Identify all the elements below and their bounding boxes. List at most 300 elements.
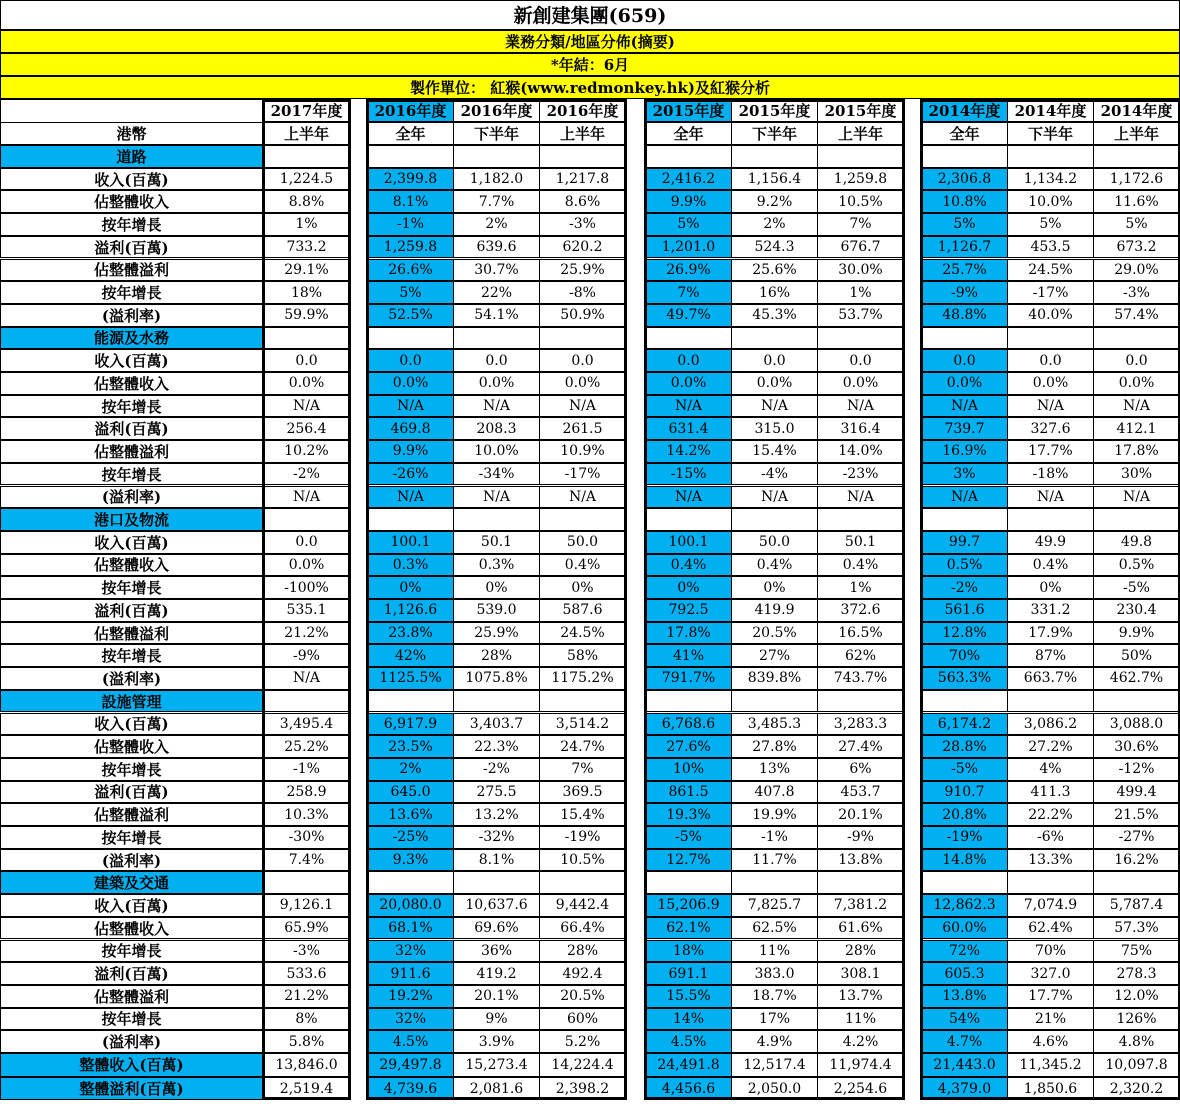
- column-period-header: 全年: [921, 122, 1008, 145]
- data-cell: 1,126.6: [367, 599, 454, 622]
- data-cell: 9.9%: [1093, 622, 1180, 645]
- data-cell: -100%: [263, 576, 350, 599]
- data-cell: 308.1: [817, 962, 904, 985]
- data-cell: 0.0%: [1007, 372, 1094, 395]
- data-cell: -12%: [1093, 758, 1180, 781]
- total-cell: 2,081.6: [453, 1077, 540, 1101]
- data-cell: 68.1%: [367, 917, 454, 940]
- section-header: 道路: [0, 145, 263, 168]
- data-cell: N/A: [539, 395, 626, 418]
- data-cell: 663.7%: [1007, 667, 1094, 690]
- total-cell: 4,739.6: [367, 1077, 454, 1101]
- data-cell: 1175.2%: [539, 667, 626, 690]
- data-cell: 30%: [1093, 463, 1180, 486]
- data-cell: 12.7%: [645, 849, 732, 872]
- data-cell: 3,086.2: [1007, 713, 1094, 736]
- data-cell: 1075.8%: [453, 667, 540, 690]
- data-cell: 739.7: [921, 417, 1008, 440]
- row-label: 佔整體收入: [0, 554, 263, 577]
- data-cell: 19.9%: [731, 803, 818, 826]
- column-period-header: 上半年: [539, 122, 626, 145]
- data-cell: 673.2: [1093, 236, 1180, 259]
- data-cell: 605.3: [921, 962, 1008, 985]
- data-cell: 1,134.2: [1007, 168, 1094, 191]
- data-cell: 331.2: [1007, 599, 1094, 622]
- data-cell: -6%: [1007, 826, 1094, 849]
- data-cell: 278.3: [1093, 962, 1180, 985]
- row-label: (溢利率): [0, 849, 263, 872]
- data-cell: 3,514.2: [539, 713, 626, 736]
- data-cell: 87%: [1007, 644, 1094, 667]
- data-cell: 13.2%: [453, 803, 540, 826]
- data-cell: 52.5%: [367, 304, 454, 327]
- section-header-blank: [263, 327, 350, 350]
- data-cell: 7%: [539, 758, 626, 781]
- section-header-blank: [539, 327, 626, 350]
- section-header-blank: [453, 508, 540, 531]
- data-cell: 676.7: [817, 236, 904, 259]
- data-cell: 372.6: [817, 599, 904, 622]
- column-year-header: 2015年度: [645, 99, 732, 122]
- data-cell: 100.1: [367, 531, 454, 554]
- data-cell: 72%: [921, 940, 1008, 963]
- data-cell: 691.1: [645, 962, 732, 985]
- data-cell: 30.6%: [1093, 735, 1180, 758]
- data-cell: 492.4: [539, 962, 626, 985]
- data-cell: 0.0: [263, 531, 350, 554]
- data-cell: 25.2%: [263, 735, 350, 758]
- total-cell: 10,097.8: [1093, 1053, 1180, 1077]
- data-cell: N/A: [645, 486, 732, 509]
- row-label: 收入(百萬): [0, 894, 263, 917]
- section-header-blank: [921, 690, 1008, 713]
- data-cell: 29.0%: [1093, 259, 1180, 282]
- data-cell: 58%: [539, 644, 626, 667]
- section-header-blank: [921, 871, 1008, 894]
- column-year-header: 2014年度: [921, 99, 1008, 122]
- data-cell: 3%: [921, 463, 1008, 486]
- data-cell: 25.9%: [539, 259, 626, 282]
- data-cell: 17%: [731, 1008, 818, 1031]
- row-label: (溢利率): [0, 1030, 263, 1053]
- data-cell: 0.0: [1007, 349, 1094, 372]
- data-cell: 24.5%: [539, 622, 626, 645]
- data-cell: 9,126.1: [263, 894, 350, 917]
- data-cell: 54%: [921, 1008, 1008, 1031]
- data-cell: 1%: [817, 281, 904, 304]
- data-cell: 5.8%: [263, 1030, 350, 1053]
- data-cell: 0.0: [645, 349, 732, 372]
- page-title: 新創建集團(659): [0, 0, 1180, 30]
- data-cell: 20.5%: [539, 985, 626, 1008]
- data-cell: 28%: [817, 940, 904, 963]
- data-cell: 17.9%: [1007, 622, 1094, 645]
- section-header-blank: [263, 871, 350, 894]
- column-year-header: 2014年度: [1093, 99, 1180, 122]
- data-cell: -27%: [1093, 826, 1180, 849]
- row-label: 佔整體溢利: [0, 259, 263, 282]
- data-cell: 9.2%: [731, 190, 818, 213]
- data-cell: 22.2%: [1007, 803, 1094, 826]
- section-header-blank: [645, 690, 732, 713]
- data-cell: 100.1: [645, 531, 732, 554]
- row-label: 按年增長: [0, 940, 263, 963]
- data-cell: 533.6: [263, 962, 350, 985]
- data-cell: 7,825.7: [731, 894, 818, 917]
- data-cell: N/A: [367, 486, 454, 509]
- data-cell: 0%: [1007, 576, 1094, 599]
- data-cell: 910.7: [921, 781, 1008, 804]
- data-cell: 9.3%: [367, 849, 454, 872]
- data-cell: 7%: [817, 213, 904, 236]
- data-cell: N/A: [1093, 486, 1180, 509]
- data-cell: 24.5%: [1007, 259, 1094, 282]
- data-cell: 3,088.0: [1093, 713, 1180, 736]
- data-cell: 10.5%: [817, 190, 904, 213]
- data-cell: 6,917.9: [367, 713, 454, 736]
- subtitle-producer: 製作單位： 紅猴(www.redmonkey.hk)及紅猴分析: [0, 76, 1180, 99]
- total-cell: 29,497.8: [367, 1053, 454, 1077]
- section-header: 港口及物流: [0, 508, 263, 531]
- total-cell: 2,398.2: [539, 1077, 626, 1101]
- section-header-blank: [1093, 690, 1180, 713]
- data-cell: 0%: [731, 576, 818, 599]
- data-cell: 21.5%: [1093, 803, 1180, 826]
- section-header-blank: [367, 690, 454, 713]
- data-cell: -18%: [1007, 463, 1094, 486]
- row-label: 按年增長: [0, 213, 263, 236]
- data-cell: 230.4: [1093, 599, 1180, 622]
- section-header-blank: [453, 690, 540, 713]
- data-cell: -9%: [921, 281, 1008, 304]
- data-cell: 20.1%: [453, 985, 540, 1008]
- section-header-blank: [731, 690, 818, 713]
- data-cell: 11.6%: [1093, 190, 1180, 213]
- section-header-blank: [263, 690, 350, 713]
- data-cell: 14.8%: [921, 849, 1008, 872]
- data-cell: 0.4%: [1007, 554, 1094, 577]
- data-cell: 14.0%: [817, 440, 904, 463]
- section-header-blank: [1007, 690, 1094, 713]
- data-cell: N/A: [453, 486, 540, 509]
- data-cell: 4.8%: [1093, 1030, 1180, 1053]
- section-header-blank: [1093, 327, 1180, 350]
- data-cell: 13.7%: [817, 985, 904, 1008]
- data-cell: 1,182.0: [453, 168, 540, 191]
- total-cell: 13,846.0: [263, 1053, 350, 1077]
- data-cell: 1%: [817, 576, 904, 599]
- data-cell: 1,259.8: [817, 168, 904, 191]
- data-cell: 40.0%: [1007, 304, 1094, 327]
- data-cell: 861.5: [645, 781, 732, 804]
- data-cell: -2%: [263, 463, 350, 486]
- data-cell: 28%: [453, 644, 540, 667]
- data-cell: 60%: [539, 1008, 626, 1031]
- data-cell: 0.0%: [263, 372, 350, 395]
- section-header-blank: [731, 145, 818, 168]
- section-header-blank: [817, 327, 904, 350]
- data-cell: 15,206.9: [645, 894, 732, 917]
- data-cell: 24.7%: [539, 735, 626, 758]
- data-cell: 27.2%: [1007, 735, 1094, 758]
- data-cell: 11%: [731, 940, 818, 963]
- data-cell: 315.0: [731, 417, 818, 440]
- data-cell: 57.4%: [1093, 304, 1180, 327]
- data-cell: 42%: [367, 644, 454, 667]
- data-cell: 19.2%: [367, 985, 454, 1008]
- row-label: 佔整體收入: [0, 735, 263, 758]
- data-cell: 36%: [453, 940, 540, 963]
- section-header-blank: [263, 145, 350, 168]
- row-label: 溢利(百萬): [0, 417, 263, 440]
- data-cell: -2%: [453, 758, 540, 781]
- data-cell: 28%: [539, 940, 626, 963]
- data-cell: 539.0: [453, 599, 540, 622]
- data-cell: 50.1: [817, 531, 904, 554]
- data-cell: 23.8%: [367, 622, 454, 645]
- column-year-header: 2016年度: [367, 99, 454, 122]
- data-cell: 0.0: [367, 349, 454, 372]
- data-cell: 11%: [817, 1008, 904, 1031]
- data-cell: 10.5%: [539, 849, 626, 872]
- data-cell: -5%: [645, 826, 732, 849]
- data-cell: 22.3%: [453, 735, 540, 758]
- data-cell: 316.4: [817, 417, 904, 440]
- data-cell: 28.8%: [921, 735, 1008, 758]
- data-cell: 0%: [453, 576, 540, 599]
- data-cell: N/A: [645, 395, 732, 418]
- data-cell: 411.3: [1007, 781, 1094, 804]
- total-label: 整體溢利(百萬): [0, 1077, 263, 1101]
- column-year-header: 2015年度: [731, 99, 818, 122]
- data-cell: 0.4%: [817, 554, 904, 577]
- data-cell: 59.9%: [263, 304, 350, 327]
- data-cell: -25%: [367, 826, 454, 849]
- column-period-header: 下半年: [731, 122, 818, 145]
- data-cell: 275.5: [453, 781, 540, 804]
- row-label: 按年增長: [0, 644, 263, 667]
- data-cell: 66.4%: [539, 917, 626, 940]
- row-label: 按年增長: [0, 281, 263, 304]
- data-cell: 620.2: [539, 236, 626, 259]
- data-cell: 631.4: [645, 417, 732, 440]
- data-cell: N/A: [1093, 395, 1180, 418]
- data-cell: -19%: [921, 826, 1008, 849]
- data-cell: 10.2%: [263, 440, 350, 463]
- data-cell: 0.0%: [1093, 372, 1180, 395]
- data-cell: 453.5: [1007, 236, 1094, 259]
- data-cell: 383.0: [731, 962, 818, 985]
- data-cell: 0.0: [453, 349, 540, 372]
- data-cell: 22%: [453, 281, 540, 304]
- data-cell: 0.4%: [645, 554, 732, 577]
- data-cell: 62.1%: [645, 917, 732, 940]
- data-cell: N/A: [921, 395, 1008, 418]
- data-cell: -15%: [645, 463, 732, 486]
- header-blank: [0, 99, 263, 122]
- section-header-blank: [1007, 145, 1094, 168]
- section-header-blank: [921, 145, 1008, 168]
- data-cell: 10.0%: [453, 440, 540, 463]
- data-cell: 563.3%: [921, 667, 1008, 690]
- data-cell: 18.7%: [731, 985, 818, 1008]
- section-header-blank: [731, 871, 818, 894]
- total-label: 整體收入(百萬): [0, 1053, 263, 1077]
- data-cell: 462.7%: [1093, 667, 1180, 690]
- data-cell: 0.0%: [367, 372, 454, 395]
- data-cell: 10.3%: [263, 803, 350, 826]
- data-cell: 20.5%: [731, 622, 818, 645]
- data-cell: 10.8%: [921, 190, 1008, 213]
- row-label: 佔整體溢利: [0, 803, 263, 826]
- data-cell: 1,156.4: [731, 168, 818, 191]
- row-label: 按年增長: [0, 1008, 263, 1031]
- data-cell: 54.1%: [453, 304, 540, 327]
- data-cell: 407.8: [731, 781, 818, 804]
- data-cell: 20,080.0: [367, 894, 454, 917]
- data-cell: 49.9: [1007, 531, 1094, 554]
- data-cell: 14.2%: [645, 440, 732, 463]
- data-cell: -23%: [817, 463, 904, 486]
- data-cell: 6,768.6: [645, 713, 732, 736]
- data-cell: 4%: [1007, 758, 1094, 781]
- data-cell: 62%: [817, 644, 904, 667]
- data-cell: 258.9: [263, 781, 350, 804]
- data-cell: 26.6%: [367, 259, 454, 282]
- data-cell: 0.0: [263, 349, 350, 372]
- data-cell: 25.9%: [453, 622, 540, 645]
- data-cell: 261.5: [539, 417, 626, 440]
- data-cell: 639.6: [453, 236, 540, 259]
- data-cell: 16.5%: [817, 622, 904, 645]
- data-cell: -17%: [539, 463, 626, 486]
- section-header-blank: [367, 508, 454, 531]
- data-cell: 327.0: [1007, 962, 1094, 985]
- row-label: 溢利(百萬): [0, 781, 263, 804]
- data-cell: 75%: [1093, 940, 1180, 963]
- data-cell: -1%: [263, 758, 350, 781]
- data-cell: -8%: [539, 281, 626, 304]
- subtitle-summary: 業務分類/地區分佈(摘要): [0, 30, 1180, 53]
- data-cell: 587.6: [539, 599, 626, 622]
- data-cell: 1,172.6: [1093, 168, 1180, 191]
- data-cell: 6,174.2: [921, 713, 1008, 736]
- data-cell: 18%: [263, 281, 350, 304]
- column-period-header: 下半年: [453, 122, 540, 145]
- data-cell: 0.0%: [539, 372, 626, 395]
- data-cell: 50.0: [731, 531, 818, 554]
- data-cell: N/A: [731, 395, 818, 418]
- data-cell: 65.9%: [263, 917, 350, 940]
- data-cell: 0.0%: [453, 372, 540, 395]
- column-period-header: 下半年: [1007, 122, 1094, 145]
- section-header-blank: [1007, 327, 1094, 350]
- data-cell: 30.0%: [817, 259, 904, 282]
- data-cell: 1%: [263, 213, 350, 236]
- section-header-blank: [731, 508, 818, 531]
- data-cell: 9%: [453, 1008, 540, 1031]
- data-cell: 2,399.8: [367, 168, 454, 191]
- data-cell: 0.0%: [263, 554, 350, 577]
- row-label: 佔整體溢利: [0, 985, 263, 1008]
- data-cell: 8%: [263, 1008, 350, 1031]
- data-cell: 48.8%: [921, 304, 1008, 327]
- data-cell: N/A: [263, 667, 350, 690]
- subtitle-year-end: *年結：6月: [0, 53, 1180, 76]
- data-cell: 13.6%: [367, 803, 454, 826]
- data-cell: N/A: [1007, 486, 1094, 509]
- data-cell: 6%: [817, 758, 904, 781]
- row-label: 按年增長: [0, 576, 263, 599]
- data-cell: 41%: [645, 644, 732, 667]
- section-header-blank: [1007, 871, 1094, 894]
- data-cell: 99.7: [921, 531, 1008, 554]
- data-cell: 8.6%: [539, 190, 626, 213]
- data-cell: 17.7%: [1007, 440, 1094, 463]
- section-header-blank: [645, 871, 732, 894]
- data-cell: 23.5%: [367, 735, 454, 758]
- data-cell: 1,201.0: [645, 236, 732, 259]
- data-cell: 5%: [1007, 213, 1094, 236]
- data-cell: 15.5%: [645, 985, 732, 1008]
- column-period-header: 上半年: [1093, 122, 1180, 145]
- data-cell: 20.8%: [921, 803, 1008, 826]
- data-cell: 911.6: [367, 962, 454, 985]
- data-cell: 7,074.9: [1007, 894, 1094, 917]
- data-cell: 7.4%: [263, 849, 350, 872]
- data-cell: 12.8%: [921, 622, 1008, 645]
- row-label: 佔整體溢利: [0, 622, 263, 645]
- section-header-blank: [817, 690, 904, 713]
- data-cell: 4.5%: [367, 1030, 454, 1053]
- data-cell: 327.6: [1007, 417, 1094, 440]
- data-cell: 27.4%: [817, 735, 904, 758]
- data-cell: 10.9%: [539, 440, 626, 463]
- data-cell: N/A: [731, 486, 818, 509]
- column-year-header: 2017年度: [263, 99, 350, 122]
- data-cell: 3,283.3: [817, 713, 904, 736]
- section-header-blank: [453, 327, 540, 350]
- section-header-blank: [367, 327, 454, 350]
- data-cell: 25.7%: [921, 259, 1008, 282]
- data-cell: N/A: [817, 395, 904, 418]
- column-period-header: 全年: [645, 122, 732, 145]
- data-cell: -2%: [921, 576, 1008, 599]
- data-cell: 743.7%: [817, 667, 904, 690]
- row-label: 佔整體收入: [0, 917, 263, 940]
- data-cell: -26%: [367, 463, 454, 486]
- data-cell: 2%: [453, 213, 540, 236]
- data-cell: 791.7%: [645, 667, 732, 690]
- row-label: 按年增長: [0, 758, 263, 781]
- data-cell: 50.0: [539, 531, 626, 554]
- data-cell: 17.7%: [1007, 985, 1094, 1008]
- data-cell: 18%: [645, 940, 732, 963]
- data-cell: 839.8%: [731, 667, 818, 690]
- data-cell: 16.9%: [921, 440, 1008, 463]
- row-label: 佔整體收入: [0, 372, 263, 395]
- section-header: 能源及水務: [0, 327, 263, 350]
- data-cell: 69.6%: [453, 917, 540, 940]
- data-cell: -3%: [263, 940, 350, 963]
- total-cell: 11,345.2: [1007, 1053, 1094, 1077]
- data-cell: 50.1: [453, 531, 540, 554]
- total-cell: 2,254.6: [817, 1077, 904, 1101]
- section-header-blank: [263, 508, 350, 531]
- column-year-header: 2016年度: [453, 99, 540, 122]
- data-cell: 535.1: [263, 599, 350, 622]
- data-cell: 0.0: [731, 349, 818, 372]
